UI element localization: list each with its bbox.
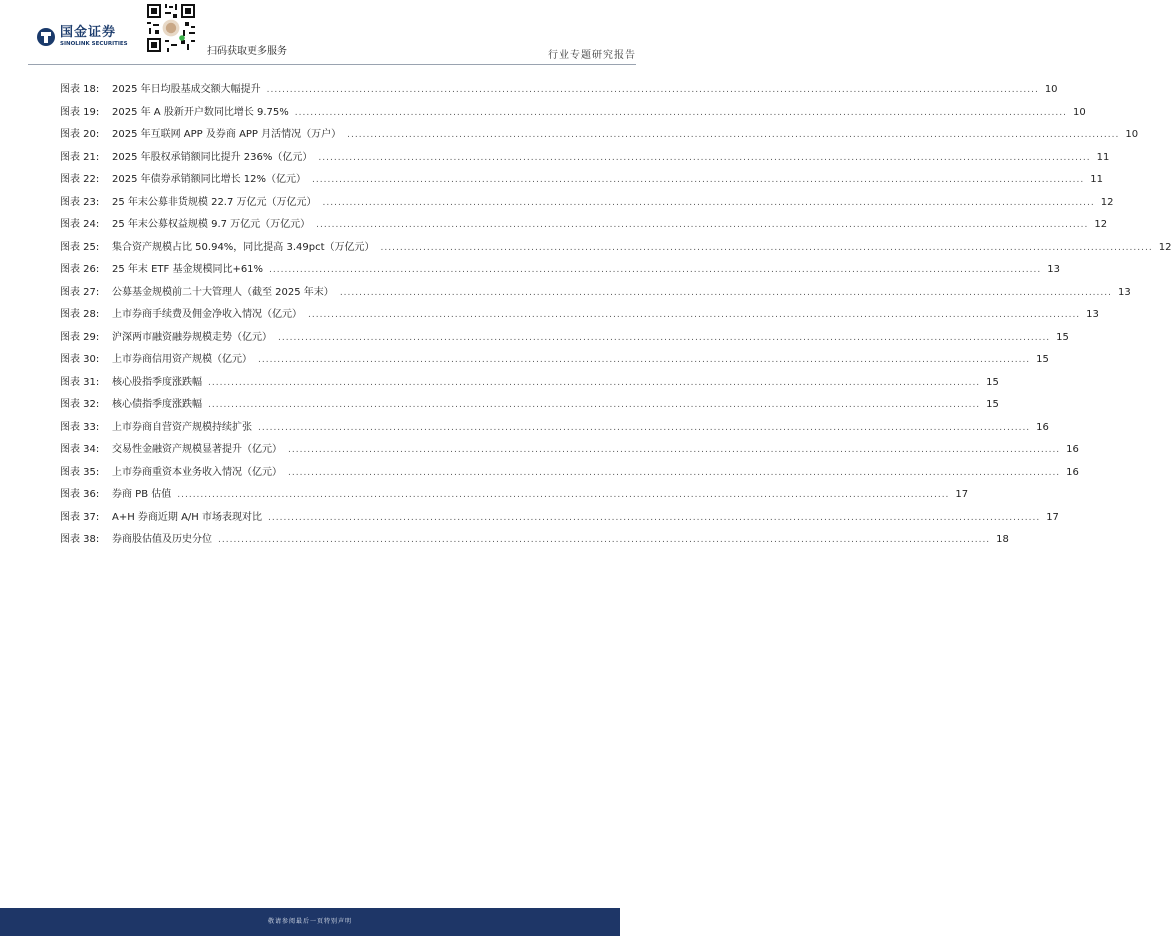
toc-label: 图表 23: — [60, 196, 100, 208]
toc-row[interactable] — [60, 418, 1049, 441]
toc-label: 图表 22: — [60, 174, 100, 185]
toc-page-number: 16 — [1066, 466, 1079, 478]
toc-title: A+H 券商近期 A/H 市场表现对比 — [112, 511, 263, 523]
toc-title: 上市券商手续费及佣金净收入情况（亿元） — [112, 309, 302, 320]
toc-label: 图表 29: — [60, 331, 100, 343]
toc-row[interactable] — [60, 125, 1139, 148]
toc-leader-dots: ........................................................................................................................................................................................................ — [294, 107, 1067, 118]
toc-title: 券商 PB 估值 — [112, 489, 172, 500]
toc-row[interactable] — [60, 395, 999, 418]
toc-row[interactable] — [60, 373, 999, 396]
toc-leader-dots: ........................................................................................................................................................................................................ — [266, 85, 1039, 95]
toc-title: 2025 年股权承销额同比提升 236%（亿元） — [112, 151, 313, 163]
toc-leader-dots: ........................................................................................................................................................................................................ — [347, 130, 1120, 140]
toc-leader-dots: ........................................................................................................................................................................................................ — [258, 422, 1031, 433]
qr-code-icon — [145, 2, 197, 54]
toc-label: 图表 30: — [60, 354, 100, 365]
toc-leader-dots: ........................................................................................................................................................................................................ — [258, 355, 1031, 365]
toc-label: 图表 25: — [60, 241, 100, 253]
toc-row[interactable] — [60, 485, 969, 508]
toc-title: 上市券商自营资产规模持续扩张 — [112, 421, 252, 433]
toc-row[interactable] — [60, 238, 1171, 261]
toc-page-number: 15 — [986, 399, 999, 410]
toc-page-number: 15 — [986, 376, 999, 388]
figure-list — [60, 80, 1171, 553]
toc-row[interactable] — [60, 193, 1114, 216]
toc-page-number: 15 — [1036, 354, 1049, 365]
toc-page-number: 12 — [1094, 219, 1108, 230]
toc-label: 图表 19: — [60, 106, 100, 118]
toc-leader-dots: ........................................................................................................................................................................................................ — [208, 377, 981, 388]
toc-label: 图表 18: — [60, 84, 100, 95]
toc-title: 券商股估值及历史分位 — [112, 534, 212, 545]
toc-label: 图表 36: — [60, 489, 100, 500]
toc-row[interactable] — [60, 350, 1049, 373]
toc-row[interactable] — [60, 463, 1079, 486]
toc-leader-dots: ........................................................................................................................................................................................................ — [380, 242, 1153, 253]
toc-row[interactable] — [60, 170, 1103, 193]
toc-title: 上市券商信用资产规模（亿元） — [112, 354, 252, 365]
toc-leader-dots: ........................................................................................................................................................................................................ — [322, 197, 1095, 208]
page-header — [0, 0, 662, 66]
toc-row[interactable] — [60, 508, 1059, 531]
toc-page-number: 11 — [1096, 151, 1110, 163]
footer-disclaimer: 敬请参阅最后一页特别声明 — [267, 918, 352, 925]
toc-title: 2025 年日均股基成交额大幅提升 — [112, 84, 261, 95]
toc-title: 沪深两市融资融券规模走势（亿元） — [112, 331, 272, 343]
toc-leader-dots: ........................................................................................................................................................................................................ — [288, 467, 1061, 478]
toc-title: 上市券商重资本业务收入情况（亿元） — [112, 466, 282, 478]
toc-leader-dots: ........................................................................................................................................................................................................ — [177, 490, 950, 500]
toc-page-number: 16 — [1036, 421, 1049, 433]
toc-leader-dots: ........................................................................................................................................................................................................ — [269, 265, 1042, 275]
toc-label: 图表 31: — [60, 376, 100, 388]
toc-label: 图表 34: — [60, 444, 100, 455]
toc-row[interactable] — [60, 103, 1086, 126]
toc-title: 交易性金融资产规模显著提升（亿元） — [112, 444, 282, 455]
header-divider — [28, 64, 636, 65]
toc-page-number: 13 — [1086, 309, 1099, 320]
toc-row[interactable] — [60, 305, 1099, 328]
toc-row[interactable] — [60, 283, 1131, 306]
toc-leader-dots: ........................................................................................................................................................................................................ — [288, 445, 1061, 455]
qr-caption: 扫码获取更多服务 — [207, 46, 287, 57]
toc-title: 25 年末 ETF 基金规模同比+61% — [112, 264, 264, 275]
toc-page-number: 10 — [1044, 84, 1058, 95]
toc-row[interactable] — [60, 440, 1079, 463]
toc-page-number: 15 — [1056, 331, 1069, 343]
toc-page-number: 17 — [955, 489, 969, 500]
toc-label: 图表 33: — [60, 421, 100, 433]
toc-page-number: 13 — [1047, 264, 1060, 275]
toc-row[interactable] — [60, 80, 1058, 103]
toc-leader-dots: ........................................................................................................................................................................................................ — [218, 535, 991, 545]
toc-title: 2025 年互联网 APP 及券商 APP 月活情况（万户） — [112, 129, 342, 140]
toc-title: 25 年末公募非货规模 22.7 万亿元（万亿元） — [112, 196, 317, 208]
toc-page-number: 13 — [1117, 286, 1131, 298]
toc-leader-dots: ........................................................................................................................................................................................................ — [339, 287, 1112, 298]
toc-label: 图表 27: — [60, 286, 100, 298]
toc-leader-dots: ........................................................................................................................................................................................................ — [208, 400, 981, 410]
toc-title: 2025 年债券承销额同比增长 12%（亿元） — [112, 174, 307, 185]
toc-label: 图表 21: — [60, 151, 100, 163]
toc-page-number: 10 — [1072, 106, 1086, 118]
toc-leader-dots: ........................................................................................................................................................................................................ — [308, 310, 1081, 320]
logo-en-text: SINOLINK SECURITIES — [60, 41, 128, 47]
toc-label: 图表 32: — [60, 399, 100, 410]
toc-page-number: 11 — [1090, 174, 1103, 185]
toc-page-number: 12 — [1100, 196, 1114, 208]
toc-label: 图表 20: — [60, 129, 100, 140]
toc-title: 公募基金规模前二十大管理人（截至 2025 年末） — [112, 286, 334, 298]
toc-title: 2025 年 A 股新开户数同比增长 9.75% — [112, 106, 289, 118]
toc-leader-dots: ........................................................................................................................................................................................................ — [312, 175, 1085, 185]
toc-label: 图表 38: — [60, 534, 100, 545]
logo-cn-text: 国金证券 — [60, 25, 117, 40]
toc-title: 核心股指季度涨跌幅 — [112, 376, 202, 388]
toc-page-number: 17 — [1046, 511, 1059, 523]
toc-row[interactable] — [60, 328, 1069, 351]
toc-page-number: 10 — [1125, 129, 1139, 140]
toc-leader-dots: ........................................................................................................................................................................................................ — [278, 332, 1051, 343]
toc-label: 图表 35: — [60, 466, 100, 478]
sinolink-logo-icon — [36, 27, 56, 47]
toc-row[interactable] — [60, 260, 1060, 283]
toc-row[interactable] — [60, 148, 1110, 171]
toc-title: 核心债指季度涨跌幅 — [112, 399, 202, 410]
toc-page-number: 18 — [996, 534, 1009, 545]
document-type-label: 行业专题研究报告 — [548, 50, 636, 61]
toc-label: 图表 37: — [60, 511, 100, 523]
toc-leader-dots: ........................................................................................................................................................................................................ — [268, 512, 1041, 523]
toc-row[interactable] — [60, 530, 1009, 553]
company-logo — [36, 26, 128, 48]
toc-leader-dots: ........................................................................................................................................................................................................ — [316, 220, 1089, 230]
toc-label: 图表 26: — [60, 264, 100, 275]
toc-label: 图表 24: — [60, 219, 100, 230]
toc-leader-dots: ........................................................................................................................................................................................................ — [318, 152, 1091, 163]
toc-page-number: 12 — [1158, 241, 1171, 253]
toc-label: 图表 28: — [60, 309, 100, 320]
toc-row[interactable] — [60, 215, 1108, 238]
toc-title: 25 年末公募权益规模 9.7 万亿元（万亿元） — [112, 219, 311, 230]
toc-title: 集合资产规模占比 50.94%，同比提高 3.49pct（万亿元） — [112, 241, 375, 253]
toc-page-number: 16 — [1066, 444, 1079, 455]
